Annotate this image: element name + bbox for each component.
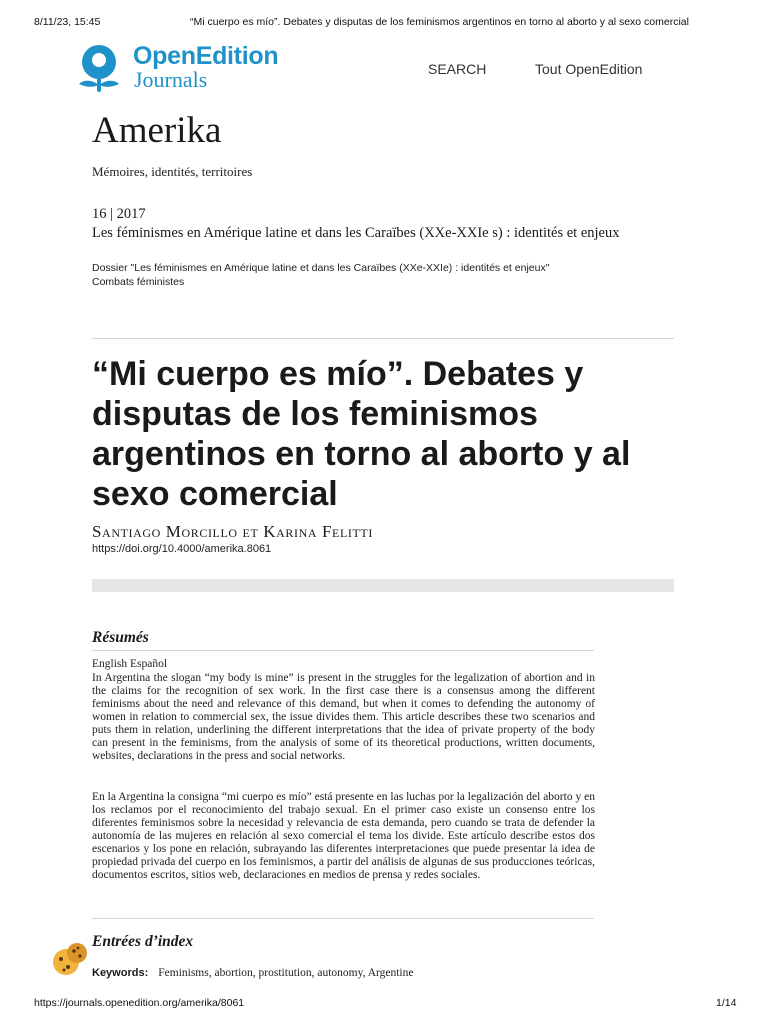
issue-number[interactable]: 16 | 2017 — [92, 206, 146, 222]
print-datetime: 8/11/23, 15:45 — [34, 16, 101, 28]
article-authors[interactable]: Santiago Morcillo et Karina Felitti — [92, 522, 373, 541]
index-divider — [92, 918, 594, 919]
resumes-heading: Résumés — [92, 629, 149, 646]
logo-main-text[interactable]: OpenEdition — [133, 42, 279, 70]
section-link[interactable]: Combats féministes — [92, 276, 185, 288]
keywords-label: Keywords: — [92, 967, 149, 979]
print-url: https://journals.openedition.org/amerika/8061 — [34, 997, 245, 1009]
cookie-icon[interactable] — [50, 938, 90, 978]
toolbar-bar — [92, 579, 674, 592]
print-doc-title: “Mi cuerpo es mío”. Debates y disputas de los feminismos argentinos en torno al aborto y al sexo comercial — [190, 16, 689, 28]
index-heading: Entrées d’index — [92, 933, 194, 950]
doi-link[interactable]: https://doi.org/10.4000/amerika.8061 — [92, 543, 272, 555]
issue-title[interactable]: Les féminismes en Amérique latine et dans les Caraïbes (XXe-XXIe s) : identités et enjeux — [92, 225, 620, 241]
keywords-row — [92, 963, 413, 981]
journal-title[interactable]: Amerika — [92, 110, 222, 151]
keywords-values[interactable]: Feminisms, abortion, prostitution, autonomy, Argentine — [158, 967, 414, 979]
language-links[interactable]: English Español — [92, 658, 168, 670]
journal-subtitle: Mémoires, identités, territoires — [92, 164, 253, 179]
header-divider — [92, 338, 674, 339]
search-link[interactable]: SEARCH — [428, 61, 487, 77]
abstract-spanish: En la Argentina la consigna “mi cuerpo es mío” está presente en las luchas por la legalización del aborto y en los reclamos por el reconocimiento del trabajo sexual. En el primer caso existe un consenso entre los diferentes feminismos sobre la necesidad y relevancia de esta demanda, pero cuando se trata de defender la autonomía de las mujeres en relación al sexo comercial el tema los divide. Este artículo describe estos dos escenarios y los pone en relación, subrayando las diferentes interpretaciones que puede presentar la idea de propiedad privada del cuerpo en los feminismos, a partir del análisis de algunas de sus producciones teóricas, documentos escritos, sitios web, declaraciones en medios de prensa y redes sociales. — [92, 791, 595, 881]
dossier-link[interactable]: Dossier "Les féminismes en Amérique latine et dans les Caraïbes (XXe-XXIe) : identités et enjeux" — [92, 262, 550, 274]
abstract-english: In Argentina the slogan “my body is mine” is present in the struggles for the legalization of abortion and in the claims for the recognition of sex work. In the first case there is a consensus among the different feminisms about the need and relevance of this demand, but when it comes to defending the autonomy of women in relation to commercial sex, the issue divides them. This article describes these two scenarios and puts them in relation, underlining the different interpretations that the idea of private property of the body can present in the feminisms, from the analysis of some of its theoretical productions, written documents, websites, declarations in the press and social networks. — [92, 672, 595, 762]
resumes-divider — [92, 650, 594, 651]
tout-openedition-link[interactable]: Tout OpenEdition — [535, 61, 643, 77]
openedition-logo-icon[interactable] — [74, 40, 126, 96]
article-title: “Mi cuerpo es mío”. Debates y disputas de los feminismos argentinos en torno al aborto y al sexo comercial — [92, 355, 631, 513]
print-page-number: 1/14 — [716, 997, 737, 1009]
logo-sub-text[interactable]: Journals — [134, 67, 208, 92]
